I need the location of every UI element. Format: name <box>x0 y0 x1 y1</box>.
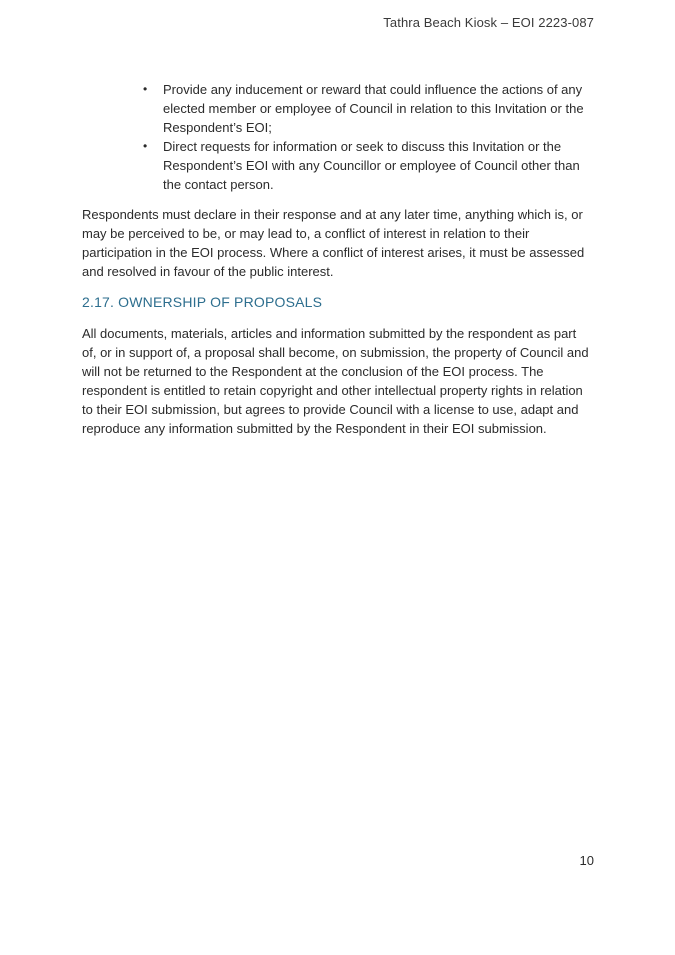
list-item-text: Provide any inducement or reward that could influence the actions of any elected member or employee of Council in relation to this Invitation or the Respondent’s EOI; <box>163 82 584 135</box>
running-header: Tathra Beach Kiosk – EOI 2223-087 <box>383 15 594 30</box>
bullet-marker: • <box>143 139 148 153</box>
list-item-text: Direct requests for information or seek to discuss this Invitation or the Respondent’s EOI with any Councillor or employee of Council other than the contact person. <box>163 139 580 192</box>
list-item <box>143 80 594 137</box>
section-title: OWNERSHIP OF PROPOSALS <box>118 294 323 310</box>
bullet-list <box>82 80 594 194</box>
section-heading <box>82 293 594 312</box>
section-number: 2.17. <box>82 294 115 310</box>
conflict-of-interest-paragraph: Respondents must declare in their response and at any later time, anything which is, or may be perceived to be, or may lead to, a conflict of interest in relation to their participation in the EOI process. Where a conflict of interest arises, it must be assessed and resolved in favour of the public interest. <box>82 207 585 279</box>
bullet-marker: • <box>143 82 148 96</box>
list-item <box>143 137 594 194</box>
page-number: 10 <box>579 853 594 868</box>
ownership-paragraph: All documents, materials, articles and information submitted by the respondent as part of, or in support of, a proposal shall become, on submission, the property of Council and will not be returned to the Respondent at the conclusion of the EOI process. The respondent is entitled to retain copyright and other intellectual property rights in relation to their EOI submission, but agrees to provide Council with a license to use, adapt and reproduce any information submitted by the Respondent in their EOI submission. <box>82 326 589 436</box>
page-content <box>82 80 594 438</box>
